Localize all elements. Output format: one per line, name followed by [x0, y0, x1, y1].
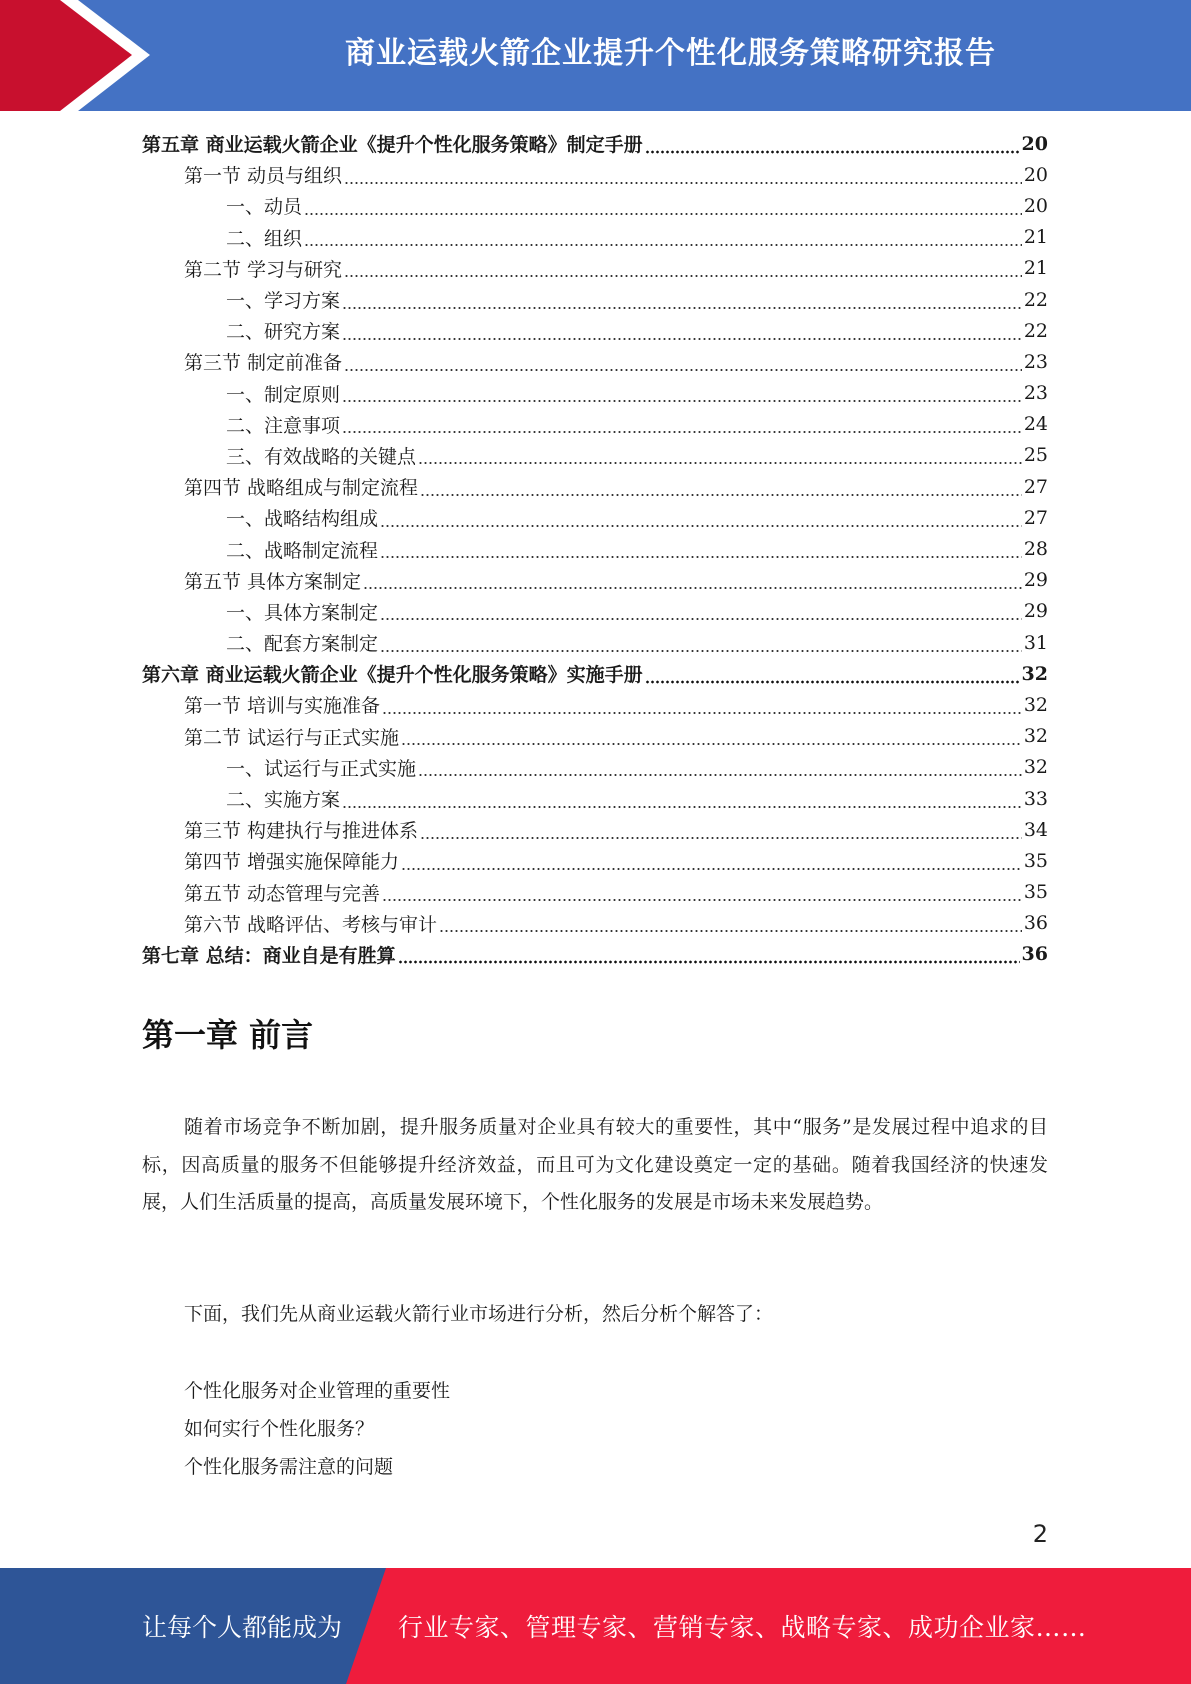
- toc-entry-page: 36: [1021, 943, 1048, 966]
- toc-dot-leader: [418, 757, 1022, 777]
- toc-entry[interactable]: [142, 315, 1048, 346]
- toc-entry-page: 27: [1023, 475, 1048, 498]
- toc-entry-label: 第五节 动态管理与完善: [184, 882, 381, 905]
- toc-entry[interactable]: [142, 440, 1048, 471]
- toc-entry-page: 29: [1023, 600, 1048, 623]
- toc-entry-page: 24: [1023, 413, 1048, 436]
- toc-dot-leader: [420, 820, 1022, 840]
- toc-dot-leader: [645, 134, 1020, 154]
- toc-dot-leader: [344, 352, 1022, 372]
- toc-entry-label: 第三节 构建执行与推进体系: [184, 820, 419, 843]
- toc-entry[interactable]: [142, 627, 1048, 658]
- footer-slogan: 让每个人都能成为: [142, 1613, 343, 1642]
- toc-entry-page: 21: [1023, 226, 1048, 249]
- header-chevron-icon: [0, 0, 150, 111]
- toc-dot-leader: [401, 851, 1022, 871]
- toc-dot-leader: [382, 695, 1022, 715]
- toc-dot-leader: [401, 726, 1022, 746]
- toc-dot-leader: [363, 570, 1022, 590]
- toc-entry-page: 35: [1023, 881, 1048, 904]
- toc-entry[interactable]: [142, 409, 1048, 440]
- toc-dot-leader: [380, 633, 1022, 653]
- point-item: 个性化服务需注意的问题: [184, 1456, 394, 1478]
- toc-dot-leader: [344, 258, 1022, 278]
- toc-entry-page: 29: [1023, 569, 1048, 592]
- toc-entry-label: 第六章 商业运载火箭企业《提升个性化服务策略》实施手册: [142, 664, 643, 687]
- point-item: 个性化服务对企业管理的重要性: [184, 1380, 451, 1402]
- toc-entry-page: 21: [1023, 257, 1048, 280]
- footer-roles: 行业专家、管理专家、营销专家、战略专家、成功企业家……: [398, 1613, 1087, 1642]
- toc-entry-label: 一、动员: [226, 196, 303, 219]
- toc-entry-label: 第五章 商业运载火箭企业《提升个性化服务策略》制定手册: [142, 134, 643, 157]
- toc-entry-label: 一、学习方案: [226, 290, 341, 313]
- toc-entry-page: 23: [1023, 382, 1048, 405]
- toc-entry-label: 二、战略制定流程: [226, 539, 379, 562]
- toc-dot-leader: [380, 508, 1022, 528]
- toc-entry-label: 三、有效战略的关键点: [226, 445, 417, 468]
- toc-entry-page: 28: [1023, 538, 1048, 561]
- toc-dot-leader: [342, 414, 1022, 434]
- toc-entry-label: 第五节 具体方案制定: [184, 570, 362, 593]
- toc-entry[interactable]: [142, 565, 1048, 596]
- toc-entry[interactable]: [142, 783, 1048, 814]
- report-title: 商业运载火箭企业提升个性化服务策略研究报告: [345, 36, 996, 71]
- toc-entry[interactable]: [142, 346, 1048, 377]
- toc-entry[interactable]: [142, 378, 1048, 409]
- toc-dot-leader: [382, 882, 1022, 902]
- toc-chapter-entry[interactable]: [142, 939, 1048, 970]
- toc-dot-leader: [380, 539, 1022, 559]
- toc-entry-page: 32: [1023, 693, 1048, 716]
- toc-entry[interactable]: [142, 877, 1048, 908]
- chapter-heading: 第一章 前言: [142, 1016, 314, 1054]
- toc-entry-label: 二、注意事项: [226, 414, 341, 437]
- toc-entry-label: 第四节 增强实施保障能力: [184, 851, 400, 874]
- toc-dot-leader: [342, 383, 1022, 403]
- toc-entry-label: 二、研究方案: [226, 321, 341, 344]
- toc-entry-label: 第七章 总结：商业自是有胜算: [142, 944, 396, 967]
- toc-dot-leader: [344, 165, 1022, 185]
- toc-dot-leader: [645, 664, 1020, 684]
- intro-paragraph: 随着市场竞争不断加剧，提升服务质量对企业具有较大的重要性，其中“服务”是发展过程中追求的目标，因高质量的服务不但能够提升经济效益，而且可为文化建设奠定一定的基础。随着我国经济的快速发展，人们生活质量的提高，高质量发展环境下，个性化服务的发展是市场未来发展趋势。: [142, 1116, 1048, 1213]
- toc-entry-page: 36: [1023, 912, 1048, 935]
- toc-dot-leader: [342, 290, 1022, 310]
- lead-paragraph: 下面，我们先从商业运载火箭行业市场进行分析，然后分析个解答了：: [184, 1303, 774, 1325]
- toc-dot-leader: [304, 227, 1022, 247]
- toc-entry[interactable]: [142, 814, 1048, 845]
- toc-entry[interactable]: [142, 159, 1048, 190]
- toc-entry-page: 32: [1023, 756, 1048, 779]
- toc-entry-label: 二、实施方案: [226, 789, 341, 812]
- toc-entry-label: 第一节 培训与实施准备: [184, 695, 381, 718]
- point-item: 如何实行个性化服务？: [184, 1418, 375, 1440]
- toc-entry[interactable]: [142, 253, 1048, 284]
- toc-entry-label: 第二节 试运行与正式实施: [184, 726, 400, 749]
- toc-entry-page: 25: [1023, 444, 1048, 467]
- toc-entry-label: 第二节 学习与研究: [184, 258, 343, 281]
- toc-entry-page: 22: [1023, 319, 1048, 342]
- toc-entry[interactable]: [142, 471, 1048, 502]
- toc-entry[interactable]: [142, 190, 1048, 221]
- toc-entry-page: 31: [1023, 631, 1048, 654]
- toc-dot-leader: [439, 913, 1022, 933]
- toc-entry-page: 23: [1023, 350, 1048, 373]
- toc-entry-label: 一、战略结构组成: [226, 508, 379, 531]
- toc-entry[interactable]: [142, 596, 1048, 627]
- toc-entry-page: 32: [1021, 662, 1048, 685]
- toc-dot-leader: [342, 321, 1022, 341]
- toc-entry-page: 22: [1023, 288, 1048, 311]
- toc-entry-label: 一、制定原则: [226, 383, 341, 406]
- toc-entry-label: 第一节 动员与组织: [184, 165, 343, 188]
- toc-chapter-entry[interactable]: [142, 658, 1048, 689]
- toc-dot-leader: [398, 944, 1020, 964]
- toc-entry-label: 第三节 制定前准备: [184, 352, 343, 375]
- toc-entry-label: 二、配套方案制定: [226, 633, 379, 656]
- toc-dot-leader: [420, 477, 1022, 497]
- toc-entry-page: 20: [1021, 132, 1048, 155]
- toc-entry-page: 27: [1023, 506, 1048, 529]
- toc-entry[interactable]: [142, 752, 1048, 783]
- page-header: [0, 0, 1191, 111]
- toc-entry-label: 一、具体方案制定: [226, 601, 379, 624]
- toc-dot-leader: [304, 196, 1022, 216]
- toc-dot-leader: [380, 601, 1022, 621]
- toc-chapter-entry[interactable]: [142, 128, 1048, 159]
- toc-entry-label: 一、试运行与正式实施: [226, 757, 417, 780]
- toc-entry-page: 33: [1023, 787, 1048, 810]
- toc-entry-page: 35: [1023, 849, 1048, 872]
- toc-entry-page: 20: [1023, 163, 1048, 186]
- table-of-contents: [142, 128, 1048, 970]
- toc-entry-page: 20: [1023, 194, 1048, 217]
- toc-entry-label: 第四节 战略组成与制定流程: [184, 477, 419, 500]
- toc-entry[interactable]: [142, 222, 1048, 253]
- toc-entry[interactable]: [142, 284, 1048, 315]
- page-footer: [0, 1568, 1191, 1684]
- toc-entry[interactable]: [142, 721, 1048, 752]
- toc-entry[interactable]: [142, 689, 1048, 720]
- toc-entry[interactable]: [142, 502, 1048, 533]
- page-number: 2: [1032, 1520, 1048, 1548]
- toc-dot-leader: [418, 445, 1022, 465]
- toc-entry[interactable]: [142, 533, 1048, 564]
- toc-dot-leader: [342, 789, 1022, 809]
- toc-entry[interactable]: [142, 908, 1048, 939]
- toc-entry-page: 32: [1023, 725, 1048, 748]
- toc-entry-label: 第六节 战略评估、考核与审计: [184, 913, 438, 936]
- toc-entry-page: 34: [1023, 818, 1048, 841]
- toc-entry-label: 二、组织: [226, 227, 303, 250]
- toc-entry[interactable]: [142, 845, 1048, 876]
